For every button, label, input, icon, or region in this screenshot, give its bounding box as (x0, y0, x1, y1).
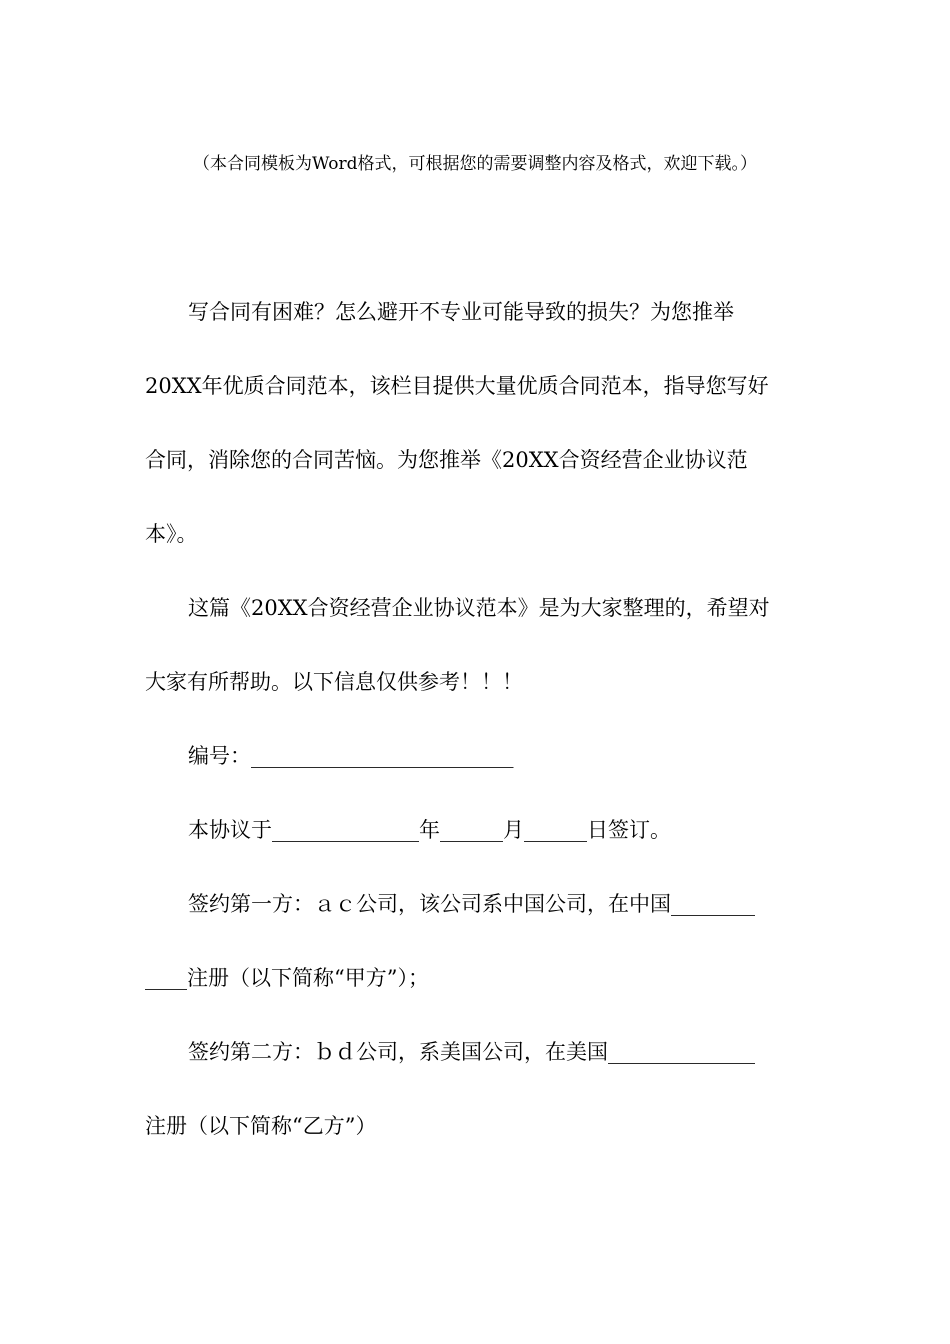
paragraph-intro-line-4: 本》。 (145, 522, 198, 546)
party-a-line-2: ____注册（以下简称“甲方”）； (145, 966, 429, 990)
paragraph-intro-line-3: 合同，消除您的合同苦恼。为您推举《20XX合资经营企业协议范 (145, 448, 748, 472)
paragraph-intro-line-1: 写合同有困难？怎么避开不专业可能导致的损失？为您推举 (188, 300, 734, 324)
paragraph-purpose-line-1: 这篇《20XX合资经营企业协议范本》是为大家整理的，希望对 (188, 596, 770, 620)
party-a-line-1: 签约第一方：ａｃ公司，该公司系中国公司，在中国________ (188, 892, 755, 916)
paragraph-intro-line-2: 20XX年优质合同范本，该栏目提供大量优质合同范本，指导您写好 (145, 374, 769, 398)
signing-date-field: 本协议于______________年______月______日签订。 (188, 818, 671, 842)
contract-body (145, 294, 795, 1182)
template-note: （本合同模板为Word格式，可根据您的需要调整内容及格式，欢迎下载。） (192, 154, 758, 174)
party-b-line-1: 签约第二方：ｂｄ公司，系美国公司，在美国______________ (188, 1040, 755, 1064)
party-b-line-2: 注册（以下简称“乙方”） (145, 1114, 377, 1138)
paragraph-purpose-line-2: 大家有所帮助。以下信息仅供参考！！！ (145, 670, 523, 694)
contract-number-field: 编号：_________________________ (188, 744, 514, 768)
